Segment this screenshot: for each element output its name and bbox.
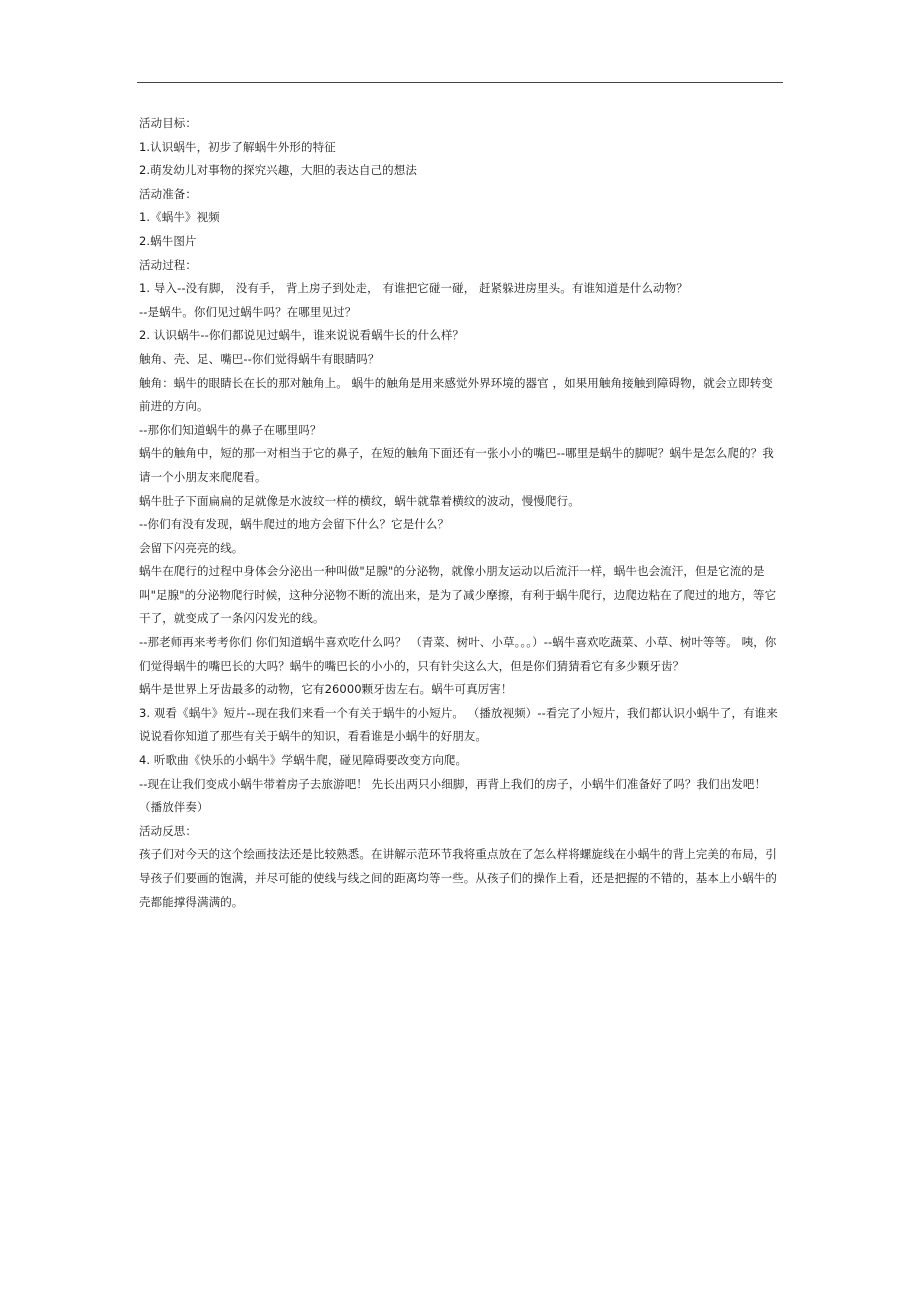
section-heading-preparation: 活动准备： <box>139 186 197 201</box>
process-paragraph: 1. 导入--没有脚， 没有手， 背上房子到处走， 有谁把它碰一碰， 赶紧躲进房里头。有谁知道是什么动物？ <box>139 281 688 296</box>
process-paragraph: 蜗牛的触角中，短的那一对相当于它的鼻子，在短的触角下面还有一张小小的嘴巴--哪里是蜗牛的脚呢？蜗牛是怎么爬的？我请一个小朋友来爬爬看。 <box>139 446 774 484</box>
reflection-paragraph: 孩子们对今天的这个绘画技法还是比较熟悉。在讲解示范环节我将重点放在了怎么样将螺旋线在小蜗牛的背上完美的布局，引导孩子们要画的饱满，并尽可能的使线与线之间的距离均等一些。从孩子们的操作上看，还是把握的不错的，基本上小蜗牛的壳都能撑得满满的。 <box>139 847 777 909</box>
process-paragraph: 触角、壳、足、嘴巴--你们觉得蜗牛有眼睛吗？ <box>139 351 380 366</box>
process-paragraph: 会留下闪亮亮的线。 <box>139 540 244 555</box>
header-rule <box>137 82 783 83</box>
preparation-item-1: 1.《蜗牛》视频 <box>139 210 220 225</box>
section-heading-reflection: 活动反思： <box>139 823 197 838</box>
goal-item-1: 1.认识蜗牛，初步了解蜗牛外形的特征 <box>139 139 336 154</box>
process-paragraph: --现在让我们变成小蜗牛带着房子去旅游吧！ 先长出两只小细脚，再背上我们的房子，小蜗牛们准备好了吗？我们出发吧！ （播放伴奏） <box>139 776 767 815</box>
process-paragraph: --是蜗牛。你们见过蜗牛吗？在哪里见过？ <box>139 304 357 319</box>
process-paragraph: 3. 观看《蜗牛》短片--现在我们来看一个有关于蜗牛的小短片。 （播放视频）--看完了小短片，我们都认识小蜗牛了，有谁来说说看你知道了那些有关于蜗牛的知识，看看谁是小蜗牛的好朋友。 <box>139 705 778 744</box>
preparation-item-2: 2.蜗牛图片 <box>139 233 197 248</box>
section-heading-process: 活动过程： <box>139 257 197 272</box>
process-paragraph: 蜗牛肚子下面扁扁的足就像是水波纹一样的横纹，蜗牛就靠着横纹的波动，慢慢爬行。 <box>139 493 580 508</box>
document-body <box>139 112 784 914</box>
process-paragraph: --那你们知道蜗牛的鼻子在哪里吗？ <box>139 422 322 437</box>
process-paragraph: --那老师再来考考你们 你们知道蜗牛喜欢吃什么吗？ （青菜、树叶、小草。。。）--蜗牛喜欢吃蔬菜、小草、树叶等等。 咦，你们觉得蜗牛的嘴巴长的大吗？蜗牛的嘴巴长的小小的，只有针尖这么大，但是你们猜猜看它有多少颗牙齿？ <box>139 635 777 673</box>
process-paragraph: 2. 认识蜗牛--你们都说见过蜗牛，谁来说说看蜗牛长的什么样？ <box>139 328 465 343</box>
process-paragraph: 蜗牛是世界上牙齿最多的动物，它有26000颗牙齿左右。蜗牛可真厉害！ <box>139 682 513 697</box>
process-paragraph: 4. 听歌曲《快乐的小蜗牛》学蜗牛爬，碰见障碍要改变方向爬。 <box>139 753 468 768</box>
process-paragraph: 触角：蜗牛的眼睛长在长的那对触角上。 蜗牛的触角是用来感觉外界环境的器官 ，如果用触角接触到障碍物，就会立即转变前进的方向。 <box>139 375 773 414</box>
section-heading-goals: 活动目标： <box>139 116 197 130</box>
process-paragraph: 蜗牛在爬行的过程中身体会分泌出一种叫做"足腺"的分泌物，就像小朋友运动以后流汗一样，蜗牛也会流汗，但是它流的是叫"足腺"的分泌物爬行时候，这种分泌物不断的流出来，是为了减少摩擦，有利于蜗牛爬行，边爬边粘在了爬过的地方，等它干了，就变成了一条闪闪发光的线。 <box>139 564 777 626</box>
process-paragraph: --你们有没有发现，蜗牛爬过的地方会留下什么？它是什么？ <box>139 517 450 532</box>
goal-item-2: 2.萌发幼儿对事物的探究兴趣，大胆的表达自己的想法 <box>139 163 417 178</box>
